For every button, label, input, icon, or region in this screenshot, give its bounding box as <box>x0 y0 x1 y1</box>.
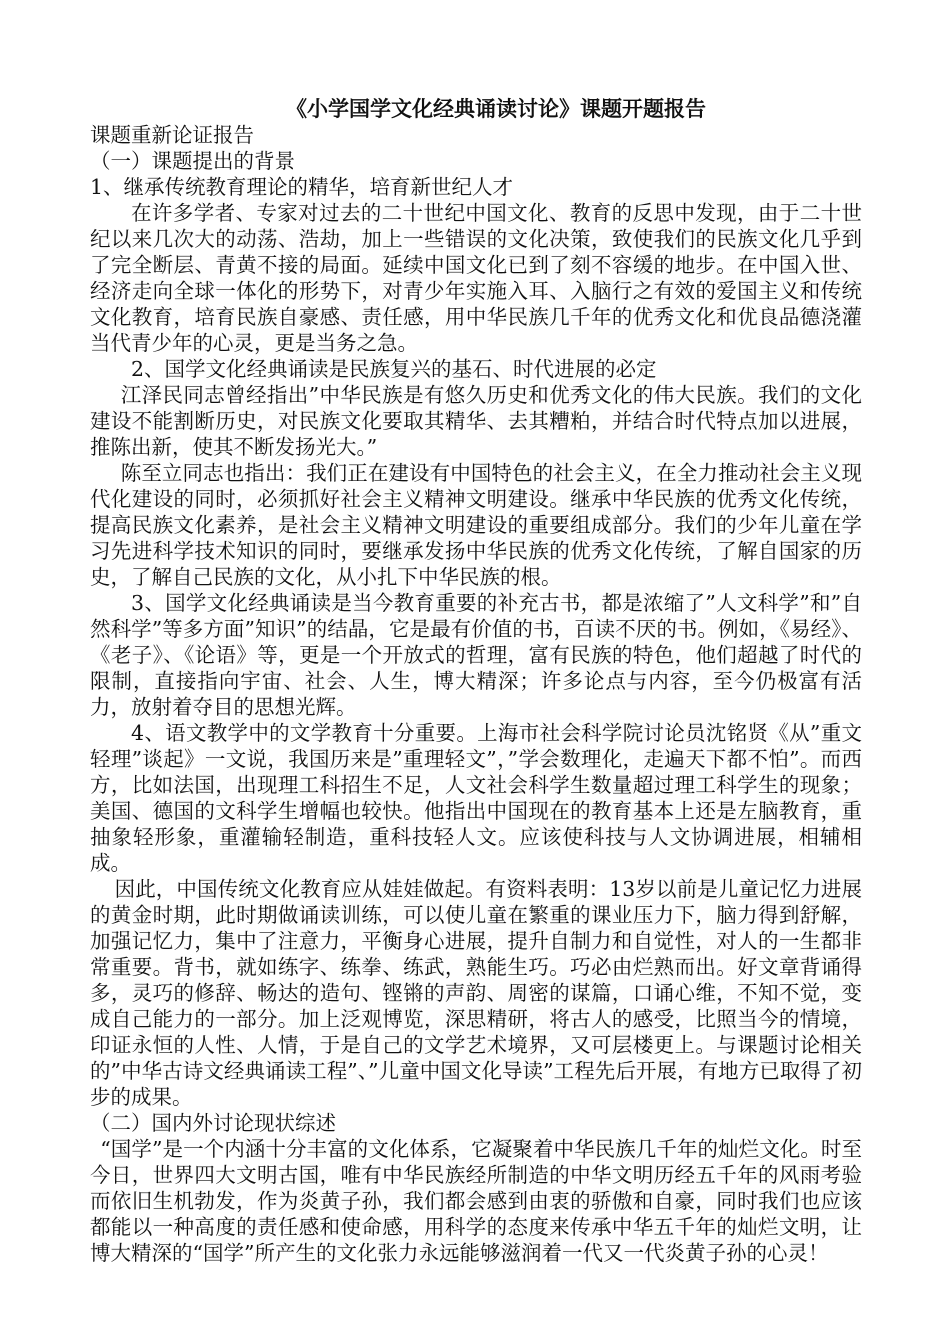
section-heading-background: （一）课题提出的背景 <box>90 149 295 173</box>
paragraph-chen-quote: 陈至立同志也指出：我们正在建设有中国特色的社会主义，在全力推动社会主义现代化建设的同时，必须抓好社会主义精神文明建设。继承中华民族的优秀文化传统，提高民族文化素养，是社会主义精神文明建设的重要组成部分。我们的少年儿童在学习先进科学技术知识的同时，要继承发扬中华民族的优秀文化传统，了解自国家的历史，了解自己民族的文化，从小扎下中华民族的根。 <box>90 461 862 589</box>
paragraph-classics-supplement: 3、国学文化经典诵读是当今教育重要的补充古书，都是浓缩了”人文科学”和”自然科学”等多方面”知识”的结晶，它是最有价值的书，百读不厌的书。例如，《易经》、《老子》、《论语》等，更是一个开放式的哲理，富有民族的特色，他们超越了时代的限制，直接指向宇宙、社会、人生，博大精深；许多论点与内容，至今仍极富有活力，放射着夺目的思想光辉。 <box>90 591 862 719</box>
section-heading-research-status: （二）国内外讨论现状综述 <box>90 1111 336 1135</box>
paragraph-literature-education: 4、语文教学中的文学教育十分重要。上海市社会科学院讨论员沈铭贤《从”重文轻理”谈起》一文说，我国历来是”重理轻文”，”学会数理化，走遍天下都不怕”。而西方，比如法国，出现理工科招生不足，人文社会科学生数量超过理工科学生的现象；美国、德国的文科学生增幅也较快。他指出中国现在的教育基本上还是左脑教育，重抽象轻形象，重灌输轻制造，重科技轻人文。应该使科技与人文协调进展，相辅相成。 <box>90 721 862 875</box>
heading-inherit-tradition: 1、继承传统教育理论的精华，培育新世纪人才 <box>90 175 514 199</box>
document-page <box>90 96 862 1266</box>
paragraph-guoxue: “国学”是一个内涵十分丰富的文化体系，它凝聚着中华民族几千年的灿烂文化。时至今日，世界四大文明古国，唯有中华民族经所制造的中华文明历经五千年的风雨考验而依旧生机勃发，作为炎黄子孙，我们都会感到由衷的骄傲和自豪，同时我们也应该都能以一种高度的责任感和使命感，用科学的态度来传承中华五千年的灿烂文明，让博大精深的“国学”所产生的文化张力永远能够滋润着一代又一代炎黄子孙的心灵！ <box>90 1137 862 1265</box>
document-title: 《小学国学文化经典诵读讨论》课题开题报告 <box>286 97 706 121</box>
paragraph-jiang-quote: 江泽民同志曾经指出”中华民族是有悠久历史和优秀文化的伟大民族。我们的文化建设不能割断历史，对民族文化要取其精华、去其糟粕，并结合时代特点加以进展，推陈出新，使其不断发扬光大。” <box>90 383 862 459</box>
paragraph-childhood-reading: 因此，中国传统文化教育应从娃娃做起。有资料表明：13岁以前是儿童记忆力进展的黄金时期，此时期做诵读训练，可以使儿童在繁重的课业压力下，脑力得到舒解，加强记忆力，集中了注意力，平衡身心进展，提升自制力和自觉性，对人的一生都非常重要。背书，就如练字、练拳、练武，熟能生巧。巧必由烂熟而出。好文章背诵得多，灵巧的修辞、畅达的造句、铿锵的声韵、周密的谋篇，口诵心维，不知不觉，变成自己能力的一部分。加上泛观博览，深思精研，将古人的感受，比照当今的情境，印证永恒的人性、人情，于是自己的文学艺术境界，又可层楼更上。与课题讨论相关的”中华古诗文经典诵读工程”、”儿童中国文化导读”工程先后开展，有地方已取得了初步的成果。 <box>90 877 862 1109</box>
document-subtitle: 课题重新论证报告 <box>90 123 254 147</box>
heading-national-revival: 2、国学文化经典诵读是民族复兴的基石、时代进展的必定 <box>131 357 657 381</box>
paragraph-reflection: 在许多学者、专家对过去的二十世纪中国文化、教育的反思中发现，由于二十世纪以来几次大的动荡、浩劫，加上一些错误的文化决策，致使我们的民族文化几乎到了完全断层、青黄不接的局面。延续中国文化已到了刻不容缓的地步。在中国入世、经济走向全球一体化的形势下，对青少年实施入耳、入脑行之有效的爱国主义和传统文化教育，培育民族自豪感、责任感，用中华民族几千年的优秀文化和优良品德浇灌当代青少年的心灵，更是当务之急。 <box>90 201 862 355</box>
